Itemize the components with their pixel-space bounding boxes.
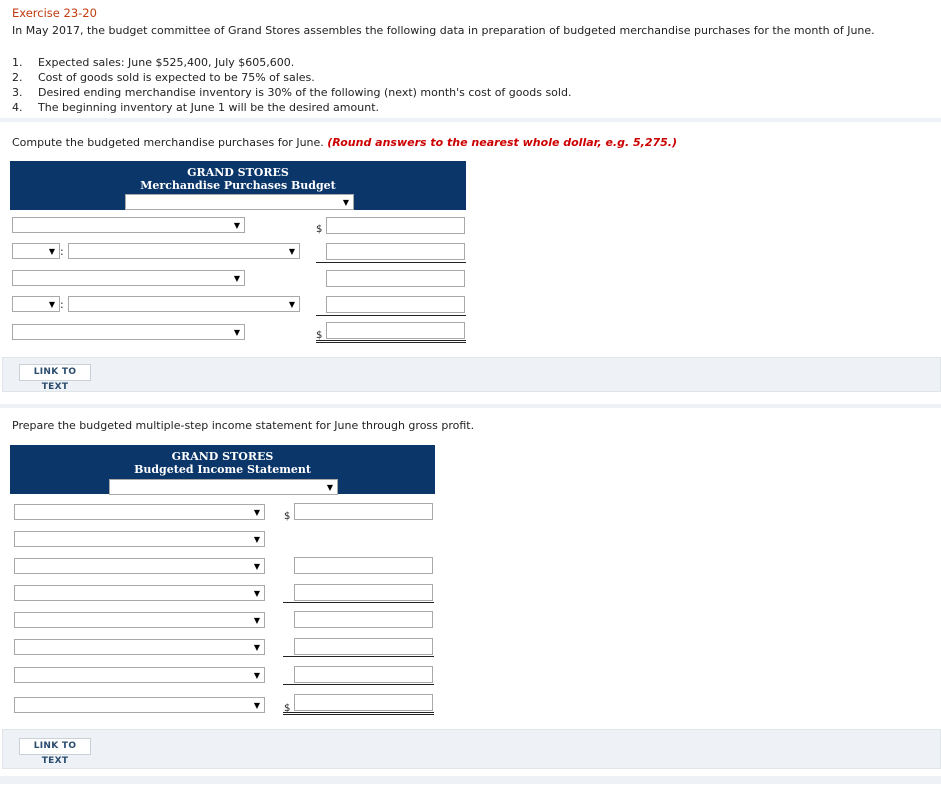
triangle-down-icon: ▼ bbox=[253, 508, 260, 517]
amount-input[interactable] bbox=[326, 322, 465, 339]
amount-input[interactable] bbox=[294, 503, 433, 520]
budget-line-select[interactable] bbox=[68, 296, 300, 312]
dollar-sign: $ bbox=[284, 703, 291, 714]
triangle-down-icon: ▼ bbox=[48, 300, 55, 309]
budget-line-select[interactable] bbox=[12, 217, 245, 233]
statement-line-select[interactable] bbox=[14, 558, 265, 574]
total-double-underline bbox=[316, 340, 466, 343]
link-to-text-button[interactable]: LINK TO TEXT bbox=[19, 364, 91, 381]
subtotal-underline bbox=[316, 315, 466, 316]
amount-input[interactable] bbox=[294, 694, 433, 711]
subtotal-underline bbox=[283, 684, 434, 685]
triangle-down-icon: ▼ bbox=[233, 221, 240, 230]
operator-select[interactable] bbox=[12, 243, 60, 259]
statement-title: Merchandise Purchases Budget bbox=[140, 179, 336, 192]
dollar-sign: $ bbox=[284, 511, 291, 522]
list-item: 3. Desired ending merchandise inventory is 30% of the following (next) month's cost of goods sold. bbox=[12, 86, 572, 99]
triangle-down-icon: ▼ bbox=[253, 589, 260, 598]
section-divider bbox=[0, 404, 941, 408]
triangle-down-icon: ▼ bbox=[253, 535, 260, 544]
statement-line-select[interactable] bbox=[14, 612, 265, 628]
triangle-down-icon: ▼ bbox=[233, 328, 240, 337]
link-to-text-button[interactable]: LINK TO TEXT bbox=[19, 738, 91, 755]
statement-line-select[interactable] bbox=[14, 667, 265, 683]
triangle-down-icon: ▼ bbox=[233, 274, 240, 283]
amount-input[interactable] bbox=[294, 638, 433, 655]
statement-line-select[interactable] bbox=[14, 639, 265, 655]
list-item: 4. The beginning inventory at June 1 will be the desired amount. bbox=[12, 101, 379, 114]
amount-input[interactable] bbox=[326, 270, 465, 287]
rounding-note: (Round answers to the nearest whole dollar, e.g. 5,275.) bbox=[327, 136, 677, 149]
subtotal-underline bbox=[283, 602, 434, 603]
triangle-down-icon: ▼ bbox=[253, 643, 260, 652]
triangle-down-icon: ▼ bbox=[342, 197, 349, 207]
exercise-intro: In May 2017, the budget committee of Grand Stores assembles the following data in preparation of budgeted merchandise purchases for the month of June. bbox=[12, 24, 875, 37]
statement-line-select[interactable] bbox=[14, 585, 265, 601]
amount-input[interactable] bbox=[326, 217, 465, 234]
period-select[interactable] bbox=[109, 479, 338, 495]
triangle-down-icon: ▼ bbox=[288, 247, 295, 256]
triangle-down-icon: ▼ bbox=[48, 247, 55, 256]
budget-line-select[interactable] bbox=[12, 324, 245, 340]
triangle-down-icon: ▼ bbox=[253, 671, 260, 680]
triangle-down-icon: ▼ bbox=[326, 482, 333, 492]
statement-line-select[interactable] bbox=[14, 531, 265, 547]
dollar-sign: $ bbox=[316, 224, 323, 235]
amount-input[interactable] bbox=[326, 243, 465, 260]
budget-line-select[interactable] bbox=[12, 270, 245, 286]
data-list bbox=[12, 55, 571, 115]
statement-line-select[interactable] bbox=[14, 504, 265, 520]
amount-input[interactable] bbox=[326, 296, 465, 313]
link-panel bbox=[2, 729, 941, 769]
triangle-down-icon: ▼ bbox=[288, 300, 295, 309]
colon-label: : bbox=[60, 245, 64, 258]
list-item: 1. Expected sales: June $525,400, July $605,600. bbox=[12, 56, 295, 69]
link-panel bbox=[2, 357, 941, 392]
triangle-down-icon: ▼ bbox=[253, 562, 260, 571]
triangle-down-icon: ▼ bbox=[253, 701, 260, 710]
operator-select[interactable] bbox=[12, 296, 60, 312]
dollar-sign: $ bbox=[316, 330, 323, 341]
part2-instruction: Prepare the budgeted multiple-step income statement for June through gross profit. bbox=[12, 419, 475, 432]
list-item: 2. Cost of goods sold is expected to be 75% of sales. bbox=[12, 71, 315, 84]
subtotal-underline bbox=[316, 262, 466, 263]
total-double-underline bbox=[283, 712, 434, 715]
company-name: GRAND STORES bbox=[187, 166, 289, 179]
exercise-title: Exercise 23-20 bbox=[12, 6, 97, 20]
income-statement-header bbox=[10, 445, 435, 494]
section-divider bbox=[0, 776, 941, 784]
section-divider bbox=[0, 118, 941, 122]
amount-input[interactable] bbox=[294, 584, 433, 601]
subtotal-underline bbox=[283, 656, 434, 657]
company-name: GRAND STORES bbox=[171, 450, 274, 463]
amount-input[interactable] bbox=[294, 557, 433, 574]
period-select[interactable] bbox=[125, 194, 354, 210]
amount-input[interactable] bbox=[294, 611, 433, 628]
budget-line-select[interactable] bbox=[68, 243, 300, 259]
colon-label: : bbox=[60, 298, 64, 311]
part1-instruction: Compute the budgeted merchandise purchases for June. (Round answers to the nearest whole dollar, e.g. 5,275.) bbox=[12, 136, 677, 149]
purchases-budget-header bbox=[10, 161, 466, 210]
amount-input[interactable] bbox=[294, 666, 433, 683]
statement-title: Budgeted Income Statement bbox=[134, 463, 311, 476]
triangle-down-icon: ▼ bbox=[253, 616, 260, 625]
statement-line-select[interactable] bbox=[14, 697, 265, 713]
